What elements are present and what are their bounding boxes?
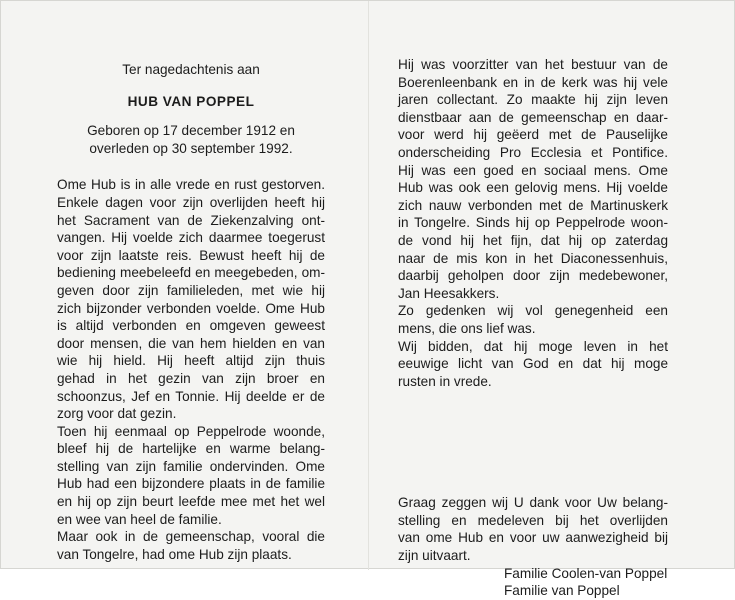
text-line: rusten in vrede. xyxy=(398,373,492,389)
text-line: in Tongelre. Sinds hij op Peppelrode woon- xyxy=(398,215,668,231)
text-line: wie hij hield. Hij heeft altijd zijn thuis xyxy=(57,353,325,369)
text-line: naar de mis kon in het Diaconessenhuis, xyxy=(398,250,668,266)
text-line: van Tongelre, had ome Hub zijn plaats. xyxy=(57,546,292,562)
text-line: jaren collectant. Zo maakte hij zijn leven xyxy=(398,92,668,108)
text-line: zorg voor dat gezin. xyxy=(57,406,177,422)
signature-line: Familie Coolen-van Poppel xyxy=(504,565,668,581)
text-line: geven door zijn familieleden, met wie hij xyxy=(57,282,325,298)
text-line: Hij was een goed en sociaal mens. Ome xyxy=(398,162,668,178)
text-line: bediening meebeleefd en meegebeden, om- xyxy=(57,265,325,281)
text-line: stelling en medeleven bij het overlijden xyxy=(398,512,668,528)
signatures xyxy=(398,565,668,600)
text-line: en hij op zijn beurt leefde mee met het wel xyxy=(57,494,325,510)
text-line: gehad in het gezin van zijn broer en xyxy=(57,370,325,386)
birth-line: Geboren op 17 december 1912 en xyxy=(87,123,295,139)
left-page xyxy=(57,61,325,563)
left-body-text xyxy=(57,176,325,563)
text-line: de vond hij het fijn, dat hij op zaterdag xyxy=(398,232,668,248)
text-line: Hub was ook een gelovig mens. Hij voelde xyxy=(398,180,668,196)
thanks-text xyxy=(398,494,668,564)
right-page xyxy=(398,56,668,600)
text-line: het Sacrament van de Ziekenzalving ont- xyxy=(57,212,325,228)
text-line: Graag zeggen wij U dank voor Uw belang- xyxy=(398,495,668,511)
text-line: schoonzus, Jef en Tonnie. Hij deelde er de xyxy=(57,388,325,404)
text-line: Enkele dagen voor zijn overlijden heeft hij xyxy=(57,194,325,210)
text-line: zijn uitvaart. xyxy=(398,548,471,564)
text-line: onderscheiding Pro Ecclesia et Pontifice. xyxy=(398,144,668,160)
text-line: Ome Hub is in alle vrede en rust gestorven. xyxy=(57,177,325,193)
text-line: door mensen, die van hem hielden en van xyxy=(57,335,325,351)
text-line: Jan Heesakkers. xyxy=(398,285,500,301)
text-line: voor werd hij geëerd met de Pauselijke xyxy=(398,127,668,143)
signature-line: Familie van Poppel xyxy=(504,583,620,599)
text-line: Hij was voorzitter van het bestuur van de xyxy=(398,57,668,72)
text-line: bleef hij de hartelijke en warme belang- xyxy=(57,441,325,457)
right-body-text xyxy=(398,56,668,390)
text-line: vangen. Hij voelde zich daarmee toegerust xyxy=(57,230,325,246)
text-line: eeuwige licht van God en dat hij moge xyxy=(398,356,668,372)
card-fold xyxy=(368,1,369,570)
text-line: Toen hij eenmaal op Peppelrode woonde, xyxy=(57,423,325,439)
text-line: dienstbaar aan de gemeenschap en daar- xyxy=(398,109,668,125)
text-line: Boerenleenbank en in de kerk was hij vele xyxy=(398,74,668,90)
text-line: Maar ook in de gemeenschap, vooral die xyxy=(57,529,325,545)
text-line: Wij bidden, dat hij moge leven in het xyxy=(398,338,668,354)
text-line: zich bijzonder verbonden voelde. Ome Hub xyxy=(57,300,325,316)
text-line: is altijd verbonden en omgeven geweest xyxy=(57,318,325,334)
text-line: stelling van zijn familie ondervinden. Ome xyxy=(57,458,325,474)
memorial-heading: Ter nagedachtenis aan xyxy=(122,62,260,77)
text-line: Hub had een bijzondere plaats in de familie xyxy=(57,476,325,492)
death-line: overleden op 30 september 1992. xyxy=(89,140,293,156)
text-line: zich nauw verbonden met de Martinuskerk xyxy=(398,197,668,213)
text-line: van ome Hub en voor uw aanwezigheid bij xyxy=(398,530,668,546)
text-line: voor zijn laatste reis. Bewust heeft hij de xyxy=(57,247,325,263)
text-line: daarbij geholpen door zijn medebewoner, xyxy=(398,268,668,284)
deceased-name: HUB VAN POPPEL xyxy=(127,93,255,109)
life-dates xyxy=(57,122,325,157)
text-line: en wee van heel de familie. xyxy=(57,511,222,527)
text-line: mens, die ons lief was. xyxy=(398,320,536,336)
text-line: Zo gedenken wij vol genegenheid een xyxy=(398,303,668,319)
